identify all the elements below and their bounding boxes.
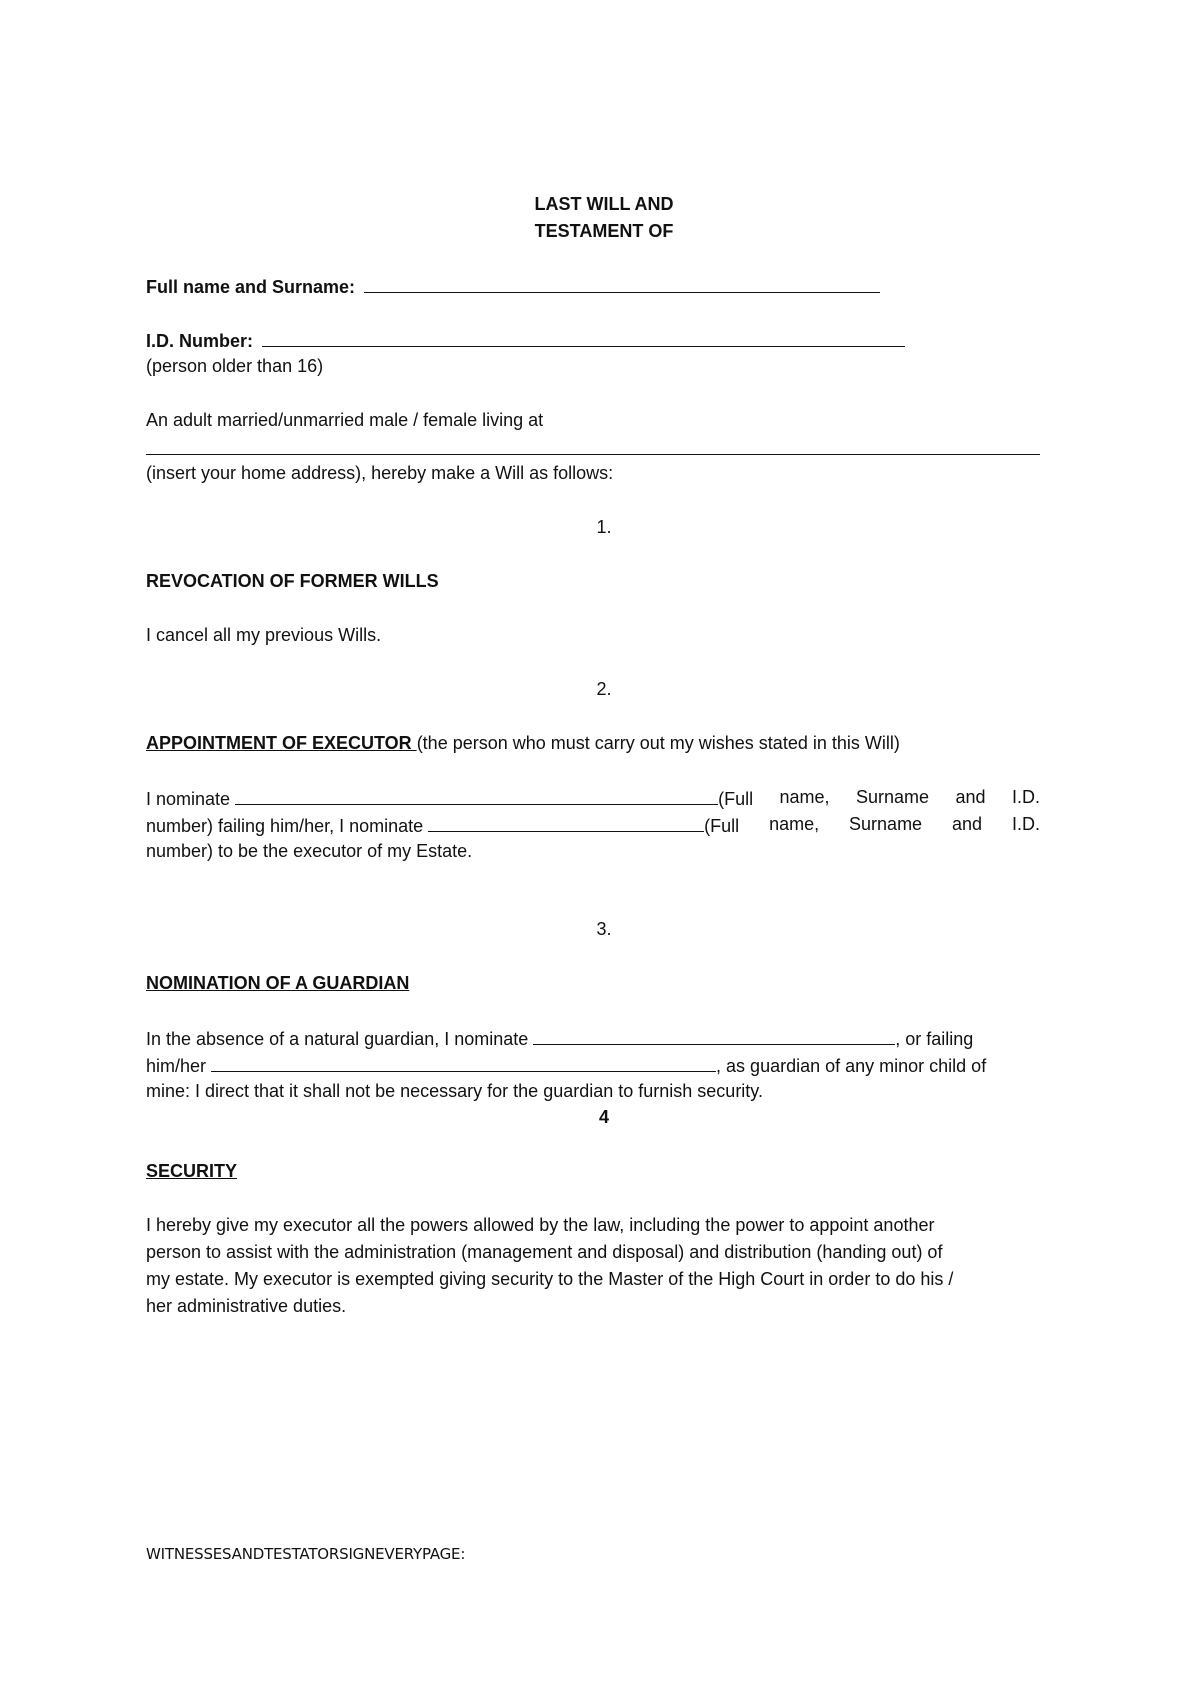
guardian-line-3: mine: I direct that it shall not be necessary for the guardian to furnish security.	[146, 1081, 763, 1101]
full-name-row	[146, 272, 880, 301]
section-2-heading-row	[146, 730, 900, 757]
guardian-line-2: him/her , as guardian of any minor child of	[146, 1051, 986, 1080]
document-title-line-2: TESTAMENT OF	[534, 221, 674, 241]
signature-footer: WITNESSESANDTESTATORSIGNEVERYPAGE:	[146, 1545, 466, 1563]
security-text-line-1: I hereby give my executor all the powers allowed by the law, including the power to appoint another	[146, 1215, 935, 1235]
executor-line-2-start: number) failing him/her, I nominate (Full	[146, 811, 739, 840]
home-address-blank[interactable]	[146, 454, 1040, 455]
guardian-name-blank[interactable]	[533, 1024, 895, 1045]
executor-line-2: number) failing him/her, I nominate (Full name, Surname and I.D.	[146, 811, 1040, 840]
living-at-text: An adult married/unmarried male / female living at	[146, 410, 544, 430]
alternate-guardian-blank[interactable]	[211, 1051, 716, 1072]
id-number-label: I.D. Number:	[146, 331, 254, 351]
home-address-note: (insert your home address), hereby make a Will as follows:	[146, 463, 614, 483]
document-title-line-1: LAST WILL AND	[534, 194, 674, 214]
section-3-number: 3.	[596, 919, 612, 939]
section-2-heading-note: (the person who must carry out my wishes stated in this Will)	[416, 733, 900, 753]
section-2-number: 2.	[596, 679, 612, 699]
section-3-heading: NOMINATION OF A GUARDIAN	[146, 973, 410, 993]
executor-name-blank[interactable]	[235, 784, 718, 805]
guardian-line-1: In the absence of a natural guardian, I nominate , or failing	[146, 1024, 973, 1053]
section-1-heading: REVOCATION OF FORMER WILLS	[146, 571, 439, 591]
section-4-number: 4	[598, 1107, 609, 1127]
executor-line-1: I nominate (Full name, Surname and I.D.	[146, 784, 1040, 813]
full-name-label: Full name and Surname:	[146, 277, 356, 297]
executor-line-1-start: I nominate (Full	[146, 784, 753, 813]
section-2-heading: APPOINTMENT OF EXECUTOR	[146, 733, 417, 753]
alternate-executor-blank[interactable]	[428, 811, 704, 832]
id-number-note: (person older than 16)	[146, 356, 324, 376]
id-number-row	[146, 326, 905, 355]
security-text-line-4: her administrative duties.	[146, 1296, 347, 1316]
executor-line-3: number) to be the executor of my Estate.	[146, 841, 473, 861]
id-number-blank[interactable]	[262, 326, 905, 347]
section-1-number: 1.	[596, 517, 612, 537]
full-name-blank[interactable]	[364, 272, 880, 293]
section-4-heading: SECURITY	[146, 1161, 238, 1181]
security-text-line-3: my estate. My executor is exempted giving security to the Master of the High Court in order to do his /	[146, 1269, 954, 1289]
section-1-text: I cancel all my previous Wills.	[146, 625, 382, 645]
security-text-line-2: person to assist with the administration (management and disposal) and distribution (handing out) of	[146, 1242, 943, 1262]
